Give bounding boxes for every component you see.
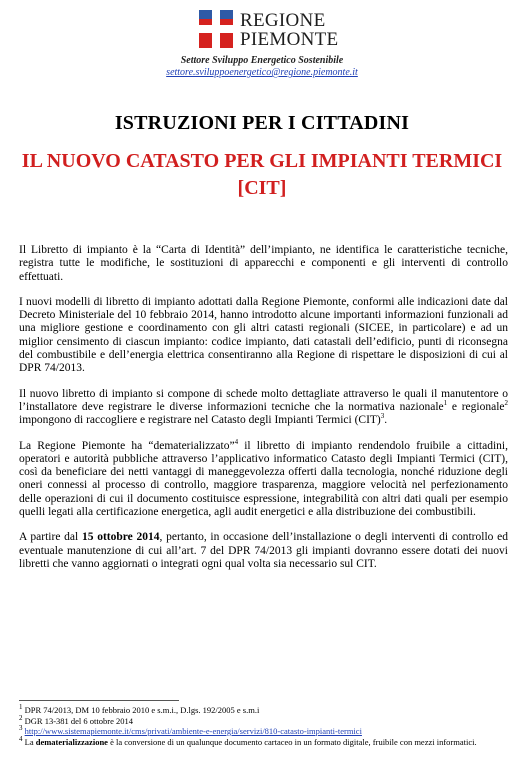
logo-text: [240, 11, 338, 49]
subtitle-line-1: IL NUOVO CATASTO PER GLI IMPIANTI TERMICI: [21, 150, 503, 172]
footnote-2: $^2$ DGR 13-381 del 6 ottobre 2014: [19, 713, 133, 726]
logo-line-1: REGIONE: [240, 10, 326, 31]
footnotes: [19, 705, 508, 747]
footnote-ref-4[interactable]: 4: [234, 437, 239, 446]
cit-service-link[interactable]: http://www.sistemapiemonte.it/cms/privati/ambiente-e-energia/servizi/810-catasto-impianti-termici: [24, 726, 362, 736]
document-body: [19, 244, 508, 583]
regione-piemonte-logo: [199, 10, 359, 54]
footnote-ref-1[interactable]: 1: [443, 399, 448, 408]
page-title: ISTRUZIONI PER I CITTADINI: [114, 112, 410, 134]
logo-line-2: PIEMONTE: [240, 29, 339, 50]
paragraph-2: I nuovi modelli di libretto di impianto adottati dalla Regione Piemonte, conformi alle indicazioni date dal Decreto Ministeriale del 10 febbraio 2014, hanno introdotto alcune importanti informazioni funzionali ad una migliore gestione e coordinamento con gli altri catasti regionali (SICEE, in particolare) e ad un miglior censimento di ciascun impianto: codice impianto, dati catastali dell’edificio, punti di riconsegna del combustibile e dell’energia elettrica consentiranno alla Regione di rispettare le disposizioni di cui al DPR 74/2013.: [19, 295, 508, 375]
paragraph-5: A partire dal 15 ottobre 2014, pertanto, in occasione dell’installazione o degli interventi di controllo ed eventuale manutenzione di cui all’art. 7 del DPR 74/2013 gli impianti dovranno essere dotati dei nuovi libretti che vanno aggiornati o integrati ogni qual volta sia necessario sul CIT.: [19, 531, 508, 570]
paragraph-4: La Regione Piemonte ha “dematerializzato”$^4$ il libretto di impianto rendendolo fruibile a cittadini, operatori e autorità pubbliche attraverso l’applicativo informatico Catasto degli Impianti Termici (CIT), così da beneficiare dei netti vantaggi di maneggevolezza offerti dalla tecnologia, nonché riduzione degli oneri connessi al processo di controllo, maggiore trasparenza, maggiore velocità nel perfezionamento delle operazioni di cui il documento costituisce espressione, integrabilità con altri dati quali per esempio quelli legati alla certificazione energetica, agli audit energetici e alla distribuzione dei combustibili.: [19, 437, 508, 519]
piemonte-coat-of-arms-icon: [199, 10, 233, 48]
sector-email-link[interactable]: settore.sviluppoenergetico@regione.piemonte.it: [166, 67, 358, 78]
footnote-divider: [19, 700, 179, 701]
footnote-3: $^3$ http://www.sistemapiemonte.it/cms/privati/ambiente-e-energia/servizi/810-catasto-impianti-termici: [19, 724, 362, 736]
deadline-date: 15 ottobre 2014: [81, 531, 160, 544]
paragraph-3: Il nuovo libretto di impianto si compone di schede molto dettagliate attraverso le quali il manutentore o l’installatore deve registrare le diverse informazioni tecniche che la normativa nazionale$^1$ e regionale$^2$ impongono di raccogliere e registrare nel Catasto degli Impianti Termici (CIT)$^3$.: [19, 387, 508, 427]
footnote-1: $^1$ DPR 74/2013, DM 10 febbraio 2010 e s.m.i., D.lgs. 192/2005 e s.m.i: [19, 703, 260, 715]
subtitle-line-2: [CIT]: [237, 177, 287, 199]
paragraph-1: Il Libretto di impianto è la “Carta di Identità” dell’impianto, ne identifica le caratteristiche tecniche, registra tutte le modifiche, le sostituzioni di apparecchi e componenti e gli interventi di controllo effettuati.: [19, 244, 508, 283]
footnote-ref-3[interactable]: 3: [380, 412, 385, 421]
page-subtitle: [20, 148, 504, 202]
footnote-4: $^4$ La dematerializzazione è la conversione di un qualunque documento cartaceo in un formato digitale, fruibile con mezzi informatici.: [19, 734, 477, 747]
footnote-ref-2[interactable]: 2: [504, 399, 508, 408]
sector-name: Settore Sviluppo Energetico Sostenibile: [180, 55, 344, 66]
